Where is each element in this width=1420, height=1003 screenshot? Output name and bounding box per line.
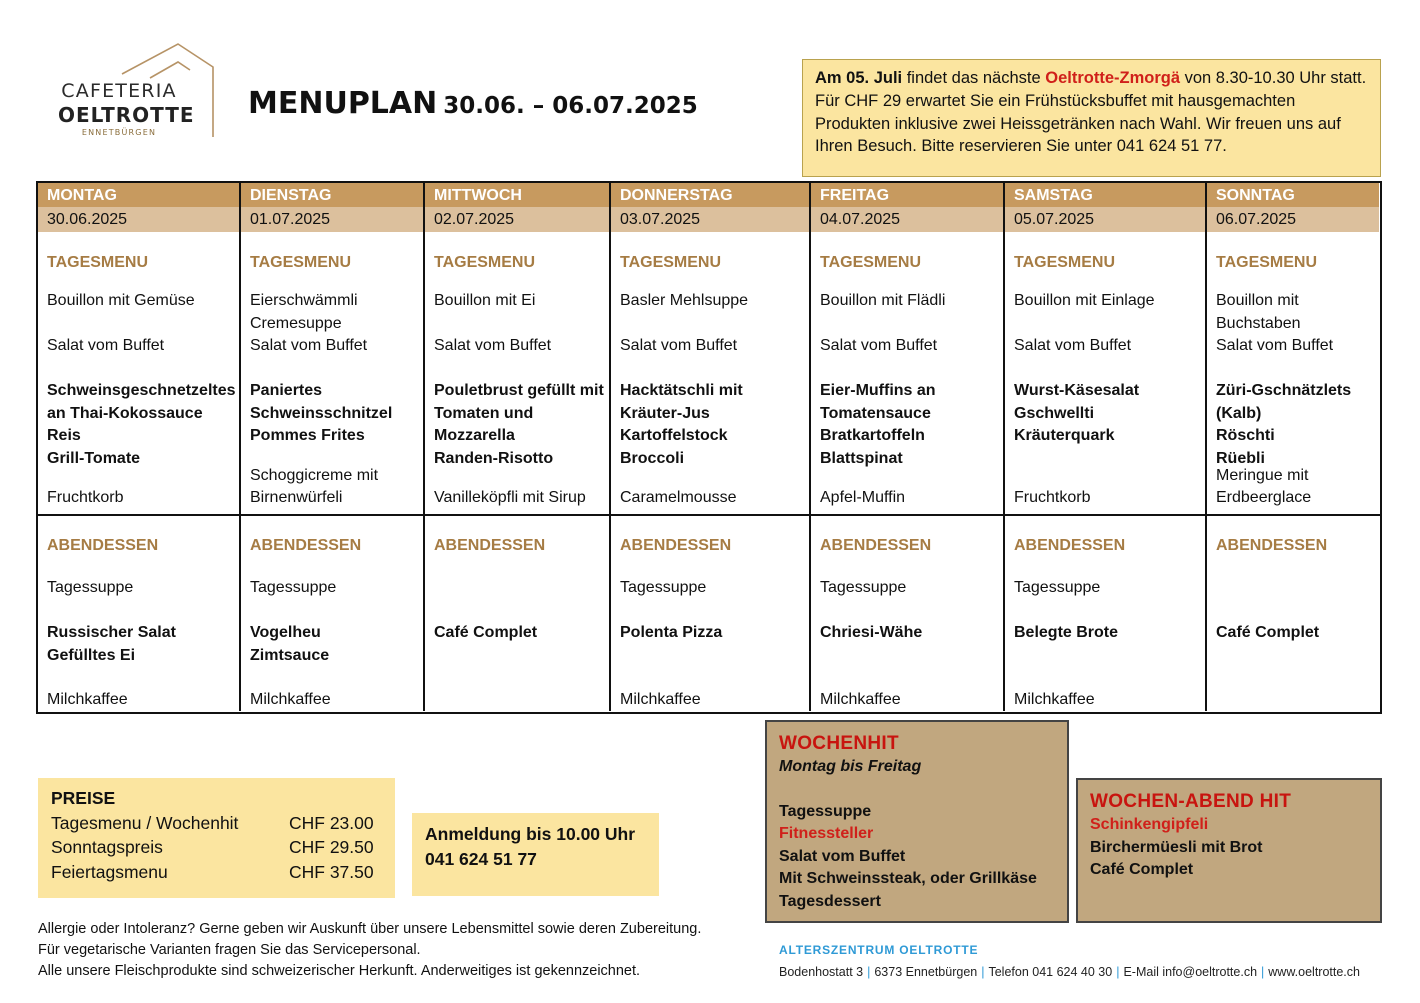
dinner-soup: Tagessuppe — [620, 579, 707, 596]
lunch-section-label: TAGESMENU — [250, 254, 352, 271]
allergy-notes — [38, 919, 758, 981]
day-column — [425, 183, 611, 711]
dinner-main-course: Café Complet — [434, 624, 538, 641]
announcement-text-b: von 8.30-10.30 Uhr statt. Für CHF 29 erwartet Sie ein Frühstücksbuffet mit hausgemachten Produkten inklusive zwei Heissgetränken nach Wahl. Wir freuen uns auf Ihren Besuch. Bitte reservieren Sie unter 041 624 51 77. — [815, 69, 1367, 156]
day-date: 04.07.2025 — [811, 207, 1003, 232]
dinner-main-course: Café Complet — [1216, 624, 1320, 641]
day-name: MITTWOCH — [425, 183, 609, 207]
footer-separator: | — [867, 965, 871, 979]
menu-divider — [38, 514, 1380, 516]
day-name: SONNTAG — [1207, 183, 1379, 207]
day-date: 02.07.2025 — [425, 207, 609, 232]
lunch-main-course: Schweinsgeschnetzeltes an Thai-Kokossauce Reis Grill-Tomate — [47, 382, 236, 467]
lunch-dessert: Fruchtkorb — [1014, 489, 1091, 507]
wochenhit-soup: Tagessuppe — [779, 802, 872, 820]
wochenhit-dessert: Tagesdessert — [779, 892, 881, 910]
lunch-section-label: TAGESMENU — [620, 254, 722, 271]
lunch-section-label: TAGESMENU — [1014, 254, 1116, 271]
dinner-section-label: ABENDESSEN — [1216, 537, 1328, 554]
price-row — [51, 860, 382, 885]
lunch-dessert: Apfel-Muffin — [820, 489, 906, 507]
lunch-salad: Salat vom Buffet — [250, 337, 368, 354]
price-value: CHF 23.00 — [289, 812, 374, 833]
wochenhit-highlight: Fitnessteller — [779, 825, 874, 843]
abendhit-box — [1076, 778, 1382, 923]
dinner-section-label: ABENDESSEN — [250, 537, 362, 554]
day-column — [1005, 183, 1207, 711]
page-title — [248, 86, 698, 121]
footer-email[interactable]: E-Mail info@oeltrotte.ch — [1123, 965, 1258, 979]
cafeteria-logo — [50, 40, 230, 145]
lunch-salad: Salat vom Buffet — [620, 337, 738, 354]
note-line: Allergie oder Intoleranz? Gerne geben wir Auskunft über unsere Lebensmittel sowie deren Zubereitung. — [38, 921, 702, 937]
wochenhit-line1: Salat vom Buffet — [779, 847, 906, 865]
lunch-salad: Salat vom Buffet — [1216, 337, 1334, 354]
wochenhit-subtitle: Montag bis Freitag — [779, 758, 922, 775]
dinner-section-label: ABENDESSEN — [47, 537, 159, 554]
price-value: CHF 37.50 — [289, 861, 374, 882]
lunch-dessert: Caramelmousse — [620, 489, 737, 507]
dinner-soup: Tagessuppe — [820, 579, 907, 596]
lunch-section-label: TAGESMENU — [820, 254, 922, 271]
dinner-section-label: ABENDESSEN — [620, 537, 732, 554]
footer-separator: | — [1116, 965, 1120, 979]
dinner-main-course: Russischer Salat Gefülltes Ei — [47, 624, 176, 664]
lunch-section-label: TAGESMENU — [1216, 254, 1318, 271]
logo-line-oeltrotte: OELTROTTE — [58, 103, 195, 127]
lunch-dessert: Schoggicreme mit Birnenwürfeli — [250, 466, 379, 507]
lunch-dessert: Fruchtkorb — [47, 489, 124, 507]
lunch-dessert: Meringue mit Erdbeerglace — [1216, 466, 1312, 507]
wochenhit-title: WOCHENHIT — [779, 733, 899, 754]
footer-street: Bodenhostatt 3 — [779, 965, 864, 979]
lunch-main-course: Züri-Gschnätzlets (Kalb) Röschti Rüebli — [1216, 382, 1352, 467]
dinner-drink: Milchkaffee — [250, 691, 331, 708]
note-line: Für vegetarische Varianten fragen Sie das Servicepersonal. — [38, 941, 421, 958]
dinner-soup: Tagessuppe — [47, 579, 134, 596]
abendhit-line1: Birchermüesli mit Brot — [1090, 838, 1263, 856]
lunch-main-course: Paniertes Schweinsschnitzel Pommes Frites — [250, 382, 393, 445]
lunch-salad: Salat vom Buffet — [47, 337, 165, 354]
abendhit-highlight: Schinkengipfeli — [1090, 816, 1209, 833]
footer — [779, 943, 1399, 979]
price-label: Feiertagsmenu — [51, 861, 168, 882]
lunch-dessert: Vanilleköpfli mit Sirup — [434, 489, 586, 507]
price-label: Tagesmenu / Wochenhit — [51, 812, 239, 833]
dinner-main-course: Chriesi-Wähe — [820, 624, 923, 641]
lunch-soup: Bouillon mit Gemüse — [47, 292, 195, 309]
day-name: MONTAG — [38, 183, 239, 207]
lunch-salad: Salat vom Buffet — [434, 337, 552, 354]
wochenhit-box — [765, 720, 1069, 923]
footer-separator: | — [1261, 965, 1265, 979]
footer-separator: | — [981, 965, 985, 979]
day-column — [811, 183, 1005, 711]
day-date: 30.06.2025 — [38, 207, 239, 232]
footer-address — [779, 965, 1399, 979]
title-dates: 30.06. – 06.07.2025 — [443, 93, 698, 119]
day-column — [241, 183, 425, 711]
announcement-event-name: Oeltrotte-Zmorgä — [1045, 69, 1180, 87]
day-name: DIENSTAG — [241, 183, 423, 207]
footer-website[interactable]: www.oeltrotte.ch — [1268, 965, 1360, 979]
announcement-box — [802, 59, 1381, 177]
lunch-salad: Salat vom Buffet — [820, 337, 938, 354]
signup-deadline: Anmeldung bis 10.00 Uhr — [425, 824, 636, 844]
dinner-soup: Tagessuppe — [250, 579, 337, 596]
dinner-main-course: Vogelheu Zimtsauce — [250, 624, 330, 664]
dinner-drink: Milchkaffee — [47, 691, 128, 708]
footer-city: 6373 Ennetbürgen — [874, 965, 978, 979]
lunch-soup: Bouillon mit Flädli — [820, 292, 946, 309]
lunch-soup: Bouillon mit Ei — [434, 292, 536, 309]
dinner-main-course: Belegte Brote — [1014, 624, 1119, 641]
day-name: FREITAG — [811, 183, 1003, 207]
day-date: 01.07.2025 — [241, 207, 423, 232]
day-name: SAMSTAG — [1005, 183, 1205, 207]
logo-line-location: ENNETBÜRGEN — [81, 128, 157, 137]
lunch-soup: Bouillon mit Einlage — [1014, 292, 1155, 309]
signup-phone: 041 624 51 77 — [425, 849, 537, 869]
signup-box — [412, 813, 659, 896]
day-date: 06.07.2025 — [1207, 207, 1379, 232]
abendhit-title: WOCHEN-ABEND HIT — [1090, 791, 1292, 812]
dinner-drink: Milchkaffee — [1014, 691, 1095, 708]
dinner-section-label: ABENDESSEN — [434, 537, 546, 554]
announcement-date: Am 05. Juli — [815, 69, 903, 87]
footer-phone: Telefon 041 624 40 30 — [988, 965, 1113, 979]
price-label: Sonntagspreis — [51, 837, 163, 858]
day-date: 05.07.2025 — [1005, 207, 1205, 232]
dinner-drink: Milchkaffee — [820, 691, 901, 708]
prices-heading: PREISE — [51, 788, 116, 808]
day-column — [38, 183, 241, 711]
day-date: 03.07.2025 — [611, 207, 809, 232]
note-line: Alle unsere Fleischprodukte sind schweizerischer Herkunft. Anderweitiges ist gekennzeichnet. — [38, 962, 641, 979]
footer-org: ALTERSZENTRUM OELTROTTE — [779, 943, 979, 957]
weekly-menu-table — [36, 181, 1382, 714]
lunch-section-label: TAGESMENU — [47, 254, 149, 271]
price-value: CHF 29.50 — [289, 837, 374, 858]
lunch-soup: Bouillon mit Buchstaben — [1216, 292, 1301, 332]
lunch-main-course: Wurst-Käsesalat Gschwellti Kräuterquark — [1014, 382, 1140, 445]
day-column — [1207, 183, 1379, 711]
lunch-main-course: Eier-Muffins an Tomatensauce Bratkartoffeln Blattspinat — [820, 382, 936, 467]
price-row — [51, 835, 382, 860]
lunch-salad: Salat vom Buffet — [1014, 337, 1132, 354]
dinner-soup: Tagessuppe — [1014, 579, 1101, 596]
lunch-section-label: TAGESMENU — [434, 254, 536, 271]
dinner-section-label: ABENDESSEN — [820, 537, 932, 554]
prices-box — [38, 778, 395, 898]
lunch-main-course: Hacktätschli mit Kräuter-Jus Kartoffelstock Broccoli — [620, 382, 743, 467]
abendhit-line2: Café Complet — [1090, 861, 1194, 879]
wochenhit-line2: Mit Schweinssteak, oder Grillkäse — [779, 870, 1037, 888]
logo-line-cafeteria: CAFETERIA — [61, 80, 177, 102]
dinner-section-label: ABENDESSEN — [1014, 537, 1126, 554]
day-column — [611, 183, 811, 711]
lunch-soup: Eierschwämmli Cremesuppe — [250, 292, 358, 332]
price-row — [51, 811, 382, 836]
dinner-drink: Milchkaffee — [620, 691, 701, 708]
lunch-main-course: Pouletbrust gefüllt mit Tomaten und Mozzarella Randen-Risotto — [434, 382, 604, 467]
day-name: DONNERSTAG — [611, 183, 809, 207]
title-main: MENUPLAN — [248, 86, 438, 121]
lunch-soup: Basler Mehlsuppe — [620, 292, 749, 309]
announcement-text-a: findet das nächste — [902, 69, 1046, 87]
dinner-main-course: Polenta Pizza — [620, 624, 723, 641]
